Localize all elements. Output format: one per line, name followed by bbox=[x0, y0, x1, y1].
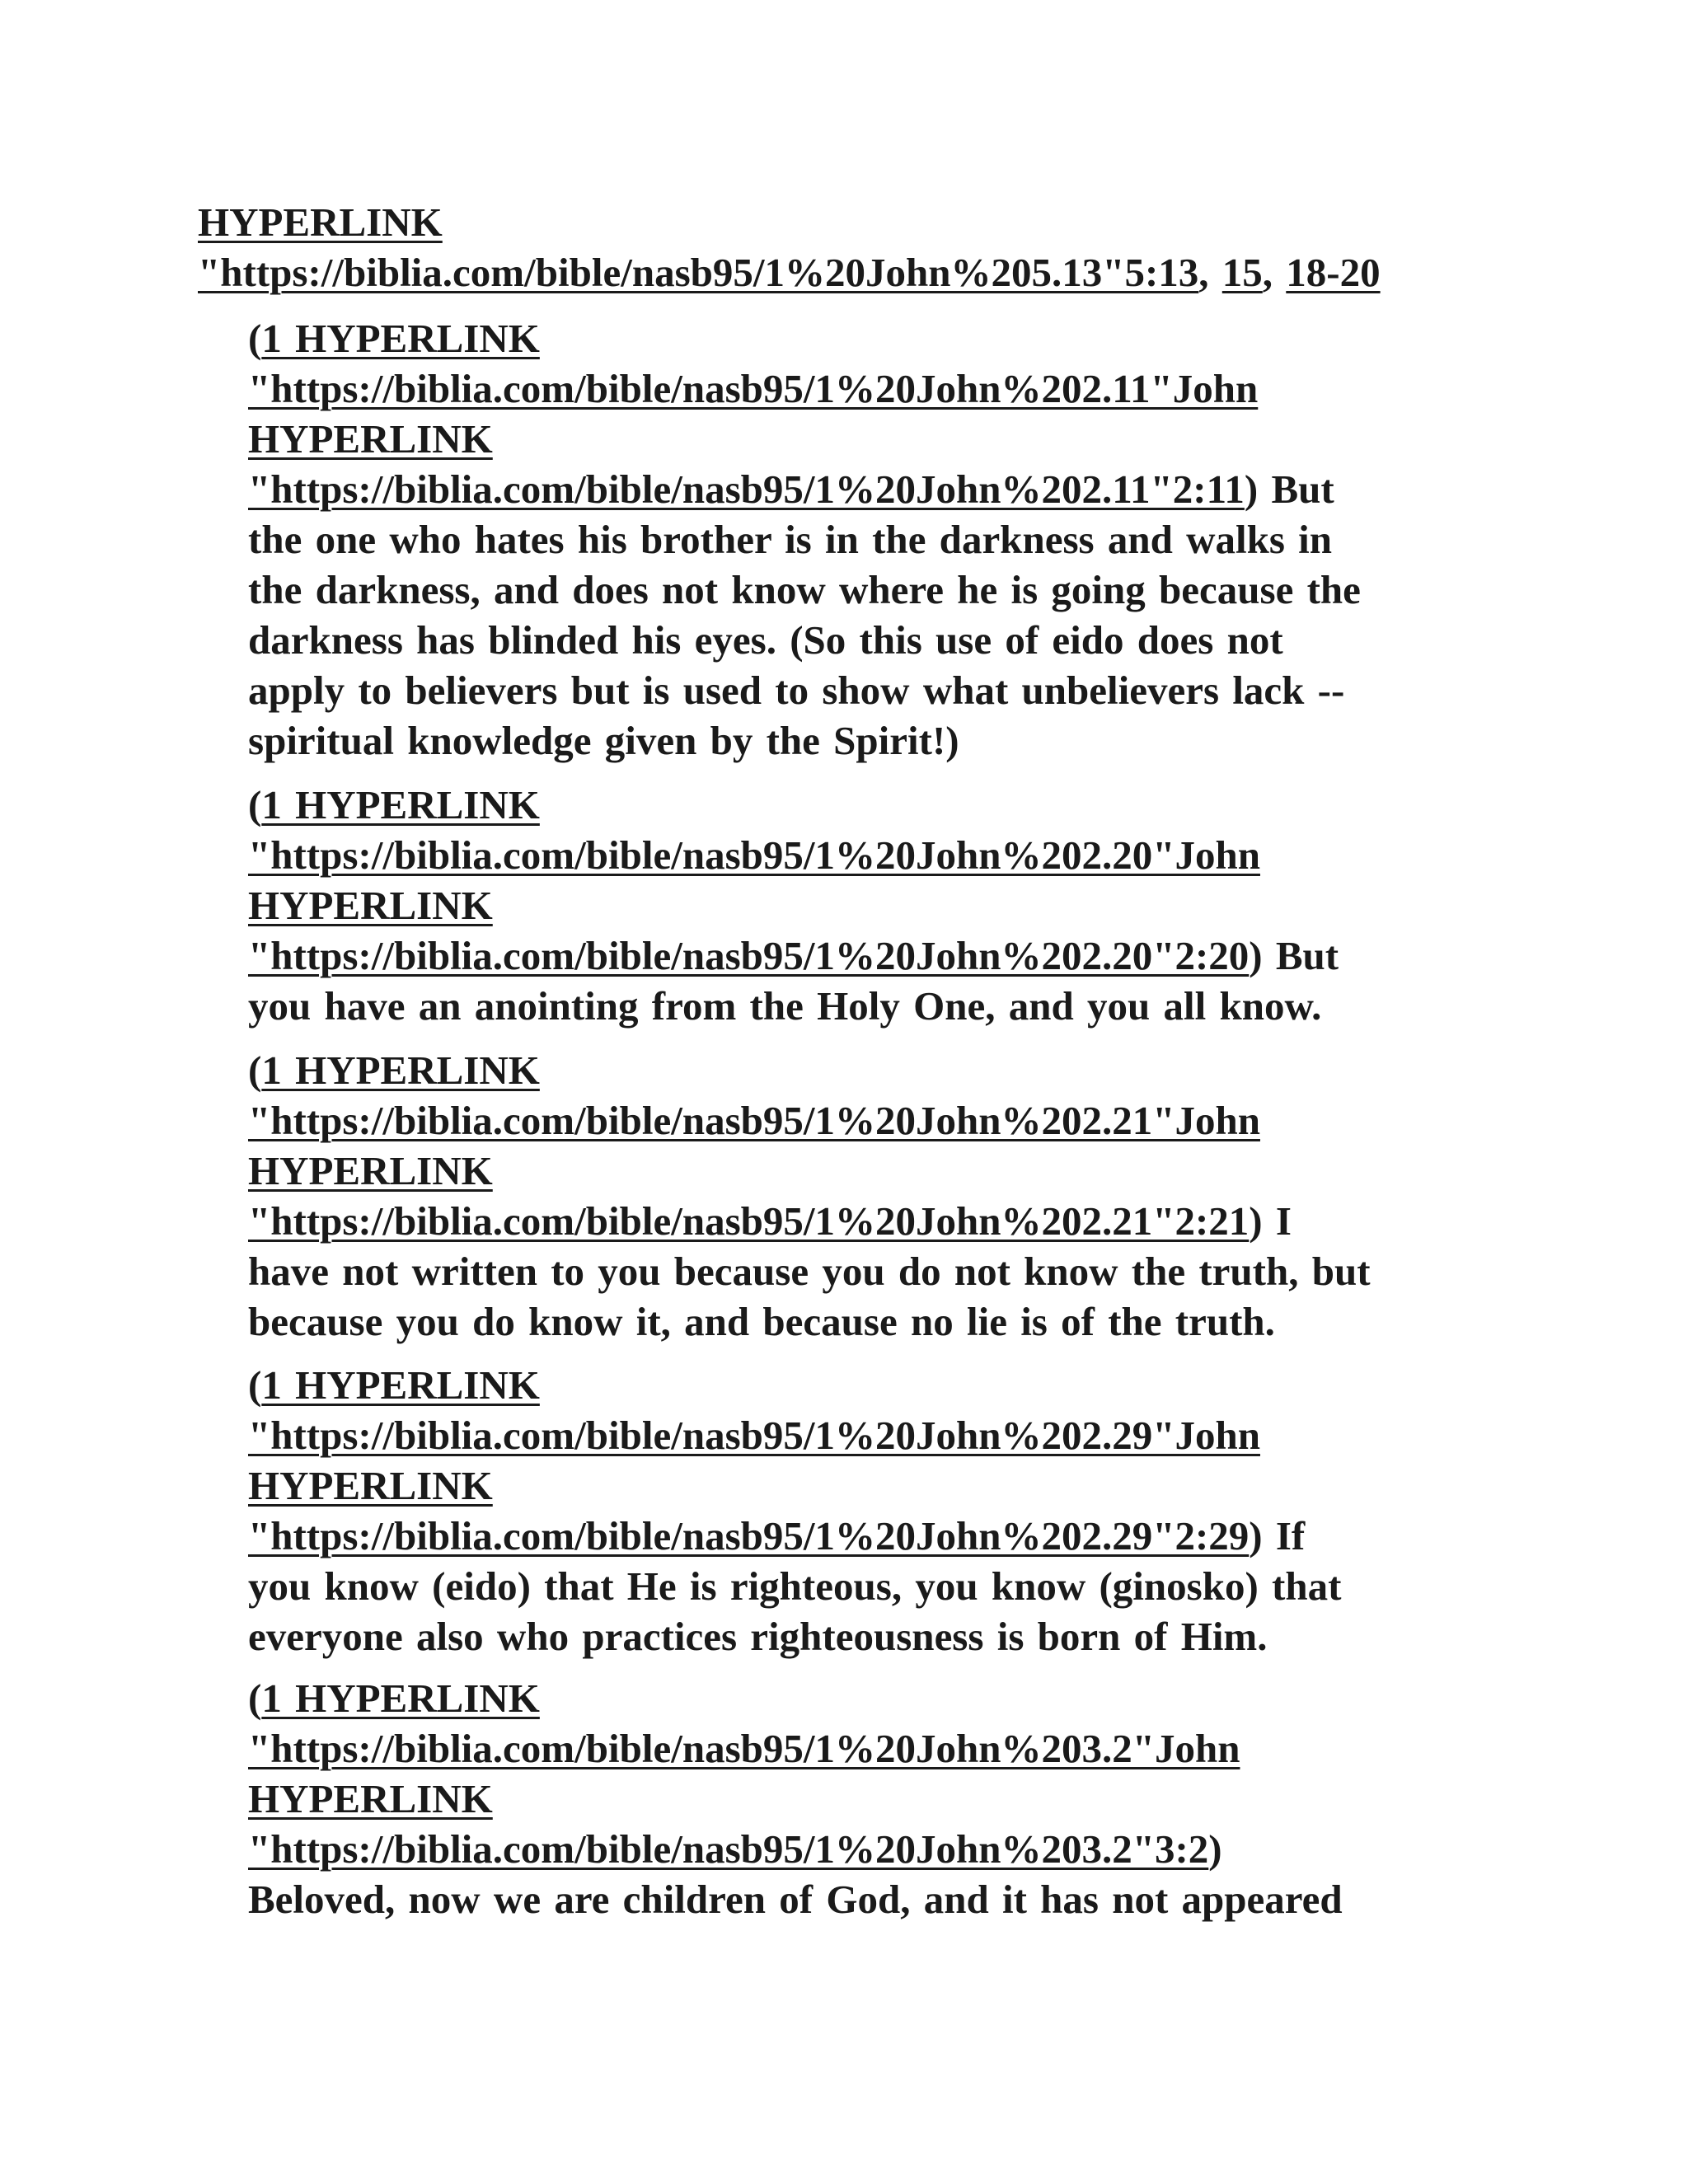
verse-ref-line bbox=[248, 1673, 1501, 1723]
verse-hyperlink-url[interactable]: "https://biblia.com/bible/nasb95/1%20John%203.2"3:2 bbox=[248, 1826, 1209, 1872]
verse-hyperlink[interactable]: HYPERLINK bbox=[248, 1776, 493, 1821]
verse-hyperlink-url[interactable]: "https://biblia.com/bible/nasb95/1%20John%202.21"John bbox=[248, 1098, 1260, 1143]
close-paren: ) bbox=[1249, 933, 1263, 978]
close-paren: ) bbox=[1249, 1513, 1263, 1558]
separator: , bbox=[1198, 250, 1222, 295]
verse-hyperlink-url[interactable]: "https://biblia.com/bible/nasb95/1%20John%202.11"2:11 bbox=[248, 466, 1245, 512]
verse-text: But bbox=[1258, 466, 1334, 512]
verse-hyperlink[interactable]: 1 HYPERLINK bbox=[261, 1047, 540, 1093]
verse-hyperlink[interactable]: 1 HYPERLINK bbox=[261, 782, 540, 827]
verse-block-2-11 bbox=[248, 313, 1501, 766]
verse-text-line: because you do know it, and because no lie is of the truth. bbox=[248, 1299, 1275, 1344]
verse-text: If bbox=[1262, 1513, 1306, 1558]
close-paren: ) bbox=[1208, 1826, 1222, 1872]
open-paren: ( bbox=[248, 1362, 262, 1408]
hyperlink-label[interactable]: HYPERLINK bbox=[198, 199, 443, 245]
verse-hyperlink[interactable]: HYPERLINK bbox=[248, 1148, 493, 1193]
verse-text-line: everyone also who practices righteousness is born of Him. bbox=[248, 1614, 1268, 1659]
verse-text-line: spiritual knowledge given by the Spirit!) bbox=[248, 718, 959, 763]
verse-ref-line bbox=[248, 313, 1501, 363]
verse-block-2-20 bbox=[248, 780, 1501, 1031]
verse-hyperlink-url[interactable]: "https://biblia.com/bible/nasb95/1%20John%202.21"2:21 bbox=[248, 1198, 1250, 1244]
verse-block-2-29 bbox=[248, 1360, 1501, 1661]
verse-hyperlink-url[interactable]: "https://biblia.com/bible/nasb95/1%20John%203.2"John bbox=[248, 1726, 1240, 1771]
verse-text-line: apply to believers but is used to show what unbelievers lack -- bbox=[248, 668, 1345, 713]
verse-ref-line bbox=[248, 1045, 1501, 1095]
separator: , bbox=[1262, 250, 1287, 295]
verse-hyperlink-url[interactable]: "https://biblia.com/bible/nasb95/1%20John%202.29"John bbox=[248, 1413, 1260, 1458]
ref-link-18-20[interactable]: 18-20 bbox=[1286, 250, 1381, 295]
verse-hyperlink[interactable]: 1 HYPERLINK bbox=[261, 1675, 540, 1721]
verse-ref-line bbox=[248, 1824, 1501, 1874]
verse-hyperlink[interactable]: HYPERLINK bbox=[248, 883, 493, 928]
verse-text-line: darkness has blinded his eyes. (So this use of eido does not bbox=[248, 617, 1283, 663]
verse-hyperlink-url[interactable]: "https://biblia.com/bible/nasb95/1%20John%202.11"John bbox=[248, 366, 1259, 411]
verse-text-line: the one who hates his brother is in the darkness and walks in bbox=[248, 517, 1333, 562]
verse-hyperlink-url[interactable]: "https://biblia.com/bible/nasb95/1%20John%202.20"2:20 bbox=[248, 933, 1250, 978]
close-paren: ) bbox=[1249, 1198, 1263, 1244]
verse-text-line: you have an anointing from the Holy One, and you all know. bbox=[248, 983, 1322, 1029]
open-paren: ( bbox=[248, 782, 262, 827]
reference-links-line bbox=[198, 247, 1517, 298]
verse-hyperlink[interactable]: 1 HYPERLINK bbox=[261, 1362, 540, 1408]
verse-block-2-21 bbox=[248, 1045, 1501, 1347]
verse-text-line: the darkness, and does not know where he is going because the bbox=[248, 567, 1361, 612]
verse-hyperlink[interactable]: HYPERLINK bbox=[248, 416, 493, 462]
verse-text-line: have not written to you because you do not know the truth, but bbox=[248, 1249, 1371, 1294]
verse-ref-line bbox=[248, 464, 1501, 514]
open-paren: ( bbox=[248, 1047, 262, 1093]
verse-text-line: you know (eido) that He is righteous, you know (ginosko) that bbox=[248, 1563, 1342, 1609]
open-paren: ( bbox=[248, 316, 262, 361]
verse-hyperlink-url[interactable]: "https://biblia.com/bible/nasb95/1%20John%202.29"2:29 bbox=[248, 1513, 1250, 1558]
verse-text: But bbox=[1262, 933, 1339, 978]
verse-ref-line bbox=[248, 1511, 1501, 1561]
verse-block-3-2 bbox=[248, 1673, 1501, 1924]
verse-ref-line bbox=[248, 780, 1501, 830]
reference-heading bbox=[198, 197, 1517, 298]
close-paren: ) bbox=[1244, 466, 1259, 512]
verse-hyperlink-url[interactable]: "https://biblia.com/bible/nasb95/1%20John%202.20"John bbox=[248, 832, 1260, 878]
verse-text: I bbox=[1262, 1198, 1292, 1244]
verse-ref-line bbox=[248, 1360, 1501, 1410]
ref-link-5-13[interactable]: "https://biblia.com/bible/nasb95/1%20John%205.13"5:13 bbox=[198, 250, 1199, 295]
ref-link-15[interactable]: 15 bbox=[1221, 250, 1263, 295]
open-paren: ( bbox=[248, 1675, 262, 1721]
verse-hyperlink[interactable]: HYPERLINK bbox=[248, 1463, 493, 1508]
verse-text-line: Beloved, now we are children of God, and it has not appeared bbox=[248, 1877, 1343, 1922]
verse-hyperlink[interactable]: 1 HYPERLINK bbox=[261, 316, 540, 361]
verse-ref-line bbox=[248, 930, 1501, 981]
verse-ref-line bbox=[248, 1196, 1501, 1246]
